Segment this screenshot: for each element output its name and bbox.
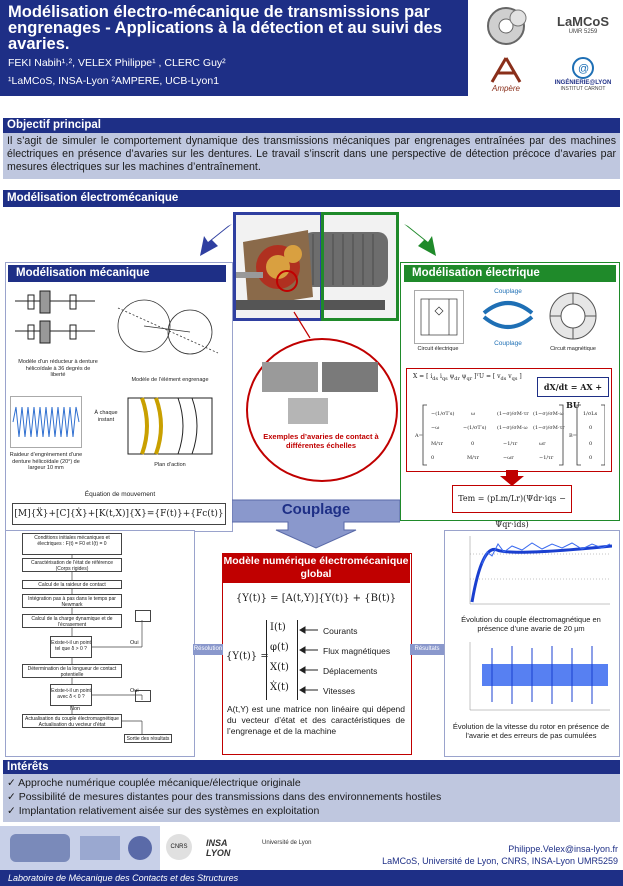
avaries-pointer xyxy=(290,310,330,340)
vitesse-caption: Évolution de la vitesse du rotor en présence de l’avarie et des erreurs de pas cumulées xyxy=(452,722,610,740)
arrow-to-mecanique xyxy=(198,222,238,258)
svg-text:0: 0 xyxy=(589,455,593,461)
flow-step-charge: Calcul de la charge dynamique et de l’écrasement xyxy=(22,614,122,628)
avarie-photo-1 xyxy=(262,362,318,392)
torque-arrow xyxy=(500,470,524,486)
circuit-magnetique xyxy=(548,290,598,342)
engrenage-sketch xyxy=(108,288,226,368)
resolution-arrow: Résolution xyxy=(193,644,223,655)
svg-text:ω: ω xyxy=(471,411,476,417)
vector-deplacements-label: Déplacements xyxy=(323,666,378,676)
vector-courants-label: Courants xyxy=(323,626,358,636)
svg-text:(1−σ)/σM·τr: (1−σ)/σM·τr xyxy=(533,425,565,431)
svg-text:(1−σ)/σM·τr: (1−σ)/σM·τr xyxy=(497,411,529,417)
svg-text:(1−σ)/σM·ω: (1−σ)/σM·ω xyxy=(497,425,528,431)
objectif-heading: Objectif principal xyxy=(3,118,620,133)
flow-step-sortie: Sortie des résultats xyxy=(124,734,172,743)
raideur-caption: Raideur d’engrènement d’une denture hélicoïdale (20°) de largeur 10 mm xyxy=(9,452,83,471)
vector-flux-label: Flux magnétiques xyxy=(323,646,391,656)
ampere-logo: Ampère xyxy=(474,52,538,96)
avarie-photo-2 xyxy=(322,362,378,392)
svg-text:−1/τr: −1/τr xyxy=(539,455,554,461)
matrix-u-vector: U = [ $v_{ds}$ $v_{qs}$ ] xyxy=(479,373,522,383)
insa-logo: INSA LYON xyxy=(206,838,231,858)
arrow-to-electrique xyxy=(398,222,438,258)
flow-decision-1: Existe-t-il un point tel que δ > 0 ? xyxy=(50,636,92,658)
svg-text:−ω: −ω xyxy=(431,425,440,431)
interet-item: ✓ Possibilité de mesures distantes pour des transmissions dans des environnements hostiles xyxy=(7,791,442,803)
equation-label: Équation de mouvement xyxy=(84,491,156,498)
interets-heading: Intérêts xyxy=(3,760,620,774)
vector-courants-sym: I(t) xyxy=(270,622,286,633)
reducteur-caption: Modèle d’un réducteur à denture hélicoïdale à 36 degrés de liberté xyxy=(18,359,98,378)
footer-lab: LaMCoS, Université de Lyon, CNRS, INSA-Lyon UMR5259 xyxy=(382,856,618,866)
flow-non: Non xyxy=(70,706,81,712)
raideur-plot xyxy=(10,396,82,448)
svg-text:−ωr: −ωr xyxy=(503,455,514,461)
chaque-instant-label: À chaque instant xyxy=(94,410,118,423)
flow-oui-2: Oui xyxy=(130,688,139,694)
couplage-arrows: Couplage Couplage xyxy=(474,288,542,348)
flow-step-reference: Caractérisation de l’état de référence (Corps rigides) xyxy=(22,558,122,572)
partner-logos xyxy=(470,0,623,100)
circuit-electrique-label: Circuit électrique xyxy=(417,346,459,352)
svg-text:ωr: ωr xyxy=(539,441,546,447)
matrix-a xyxy=(413,403,605,467)
svg-text:M/τr: M/τr xyxy=(431,441,443,447)
couplage-label: Couplage xyxy=(281,501,351,518)
circuit-electrique xyxy=(414,290,464,344)
universite-lyon-logo: Université de Lyon xyxy=(262,840,312,846)
flow-step-newmark: Intégration pas à pas dans le temps par Newmark xyxy=(22,594,122,608)
svg-text:−(1/σT′s): −(1/σT′s) xyxy=(463,425,487,431)
svg-text:0: 0 xyxy=(589,425,593,431)
flow-decision-2: Existe-t-il un point avec δ < 0 ? xyxy=(50,684,92,706)
state-vector-label: {Y(t)} = xyxy=(226,651,269,662)
lamcos-logo: LaMCoS UMR 5259 xyxy=(557,13,609,35)
couple-caption: Évolution du couple électromagnétique en présence d’une avarie de 20 µm xyxy=(461,615,601,633)
svg-text:A=: A= xyxy=(415,433,423,439)
resultats-arrow: Résultats xyxy=(410,644,444,655)
flow-oui-1: Oui xyxy=(130,640,139,646)
flow-step-actualisation: Actualisation du couple électromagnétique Actualisation du vecteur d’état xyxy=(22,714,122,728)
vector-deplacements-sym: X(t) xyxy=(270,662,289,673)
poster-title: Modélisation électro-mécanique de transmissions par engrenages - Applications à la détection et au suivi des avaries. xyxy=(8,3,443,53)
plan-action-diagram xyxy=(118,396,222,456)
poster-header xyxy=(0,0,468,96)
ingenierie-logo: @ INGÉNIERIE@LYON INSTITUT CARNOT xyxy=(548,52,618,96)
mecanique-heading: Modélisation mécanique xyxy=(8,265,226,282)
plan-action-label: Plan d’action xyxy=(154,462,186,468)
avaries-circle xyxy=(246,338,398,482)
svg-text:M/τr: M/τr xyxy=(467,455,479,461)
gear-logo xyxy=(474,4,538,48)
svg-text:−1/τr: −1/τr xyxy=(503,441,518,447)
state-matrix-box xyxy=(406,368,612,472)
electrique-frame xyxy=(321,212,399,321)
torque-equation: Tem = (pLm/Lr)(Ψdr·iqs − Ψqr·ids) xyxy=(452,485,572,513)
state-equation: dX/dt = AX + BU xyxy=(537,377,609,397)
svg-text:B=: B= xyxy=(569,433,577,439)
svg-text:0: 0 xyxy=(471,441,475,447)
interet-item: ✓ Implantation relativement aisée sur des systèmes en exploitation xyxy=(7,805,320,817)
mecanique-frame xyxy=(233,212,323,321)
matrix-x-vector: X = [ $i_{ds}$ $i_{qs}$ $\psi_{dr}$ $\psi_{qr}$ ]ᵀ xyxy=(413,373,479,383)
reducteur-diagram xyxy=(10,287,100,378)
avaries-caption: Exemples d’avaries de contact à différentes échelles xyxy=(263,432,379,450)
flow-connectors xyxy=(5,530,193,755)
electrique-heading: Modélisation électrique xyxy=(404,265,616,282)
svg-text:1/σLs: 1/σLs xyxy=(583,411,598,417)
vector-flux-sym: φ(t) xyxy=(270,642,289,653)
avarie-photo-3 xyxy=(288,398,328,424)
global-model-explanation: A(t,Y) est une matrice non linéaire qui dépend du vecteur d’état et des caractéristiques de l’engrenage et de la machine xyxy=(227,704,405,736)
interets-body xyxy=(3,774,620,822)
footer-banner: Laboratoire de Mécanique des Contacts et des Structures xyxy=(0,870,623,886)
footer-machine-image xyxy=(0,826,160,870)
svg-text:0: 0 xyxy=(589,441,593,447)
vector-arrows xyxy=(298,622,322,702)
motion-equation: [M]{Ẍ}+[C]{Ẋ}+[K(t,X)]{X}={F(t)}+{Fc(t)} xyxy=(12,503,226,525)
svg-text:0: 0 xyxy=(431,455,435,461)
modelisation-heading: Modélisation électromécanique xyxy=(3,190,620,207)
global-model-equation: {Y(t)} = [A(t,Y)]{Y(t)} + {B(t)} xyxy=(235,593,397,604)
interet-item: ✓ Approche numérique couplée mécanique/électrique originale xyxy=(7,777,301,789)
couple-plot xyxy=(452,534,612,612)
engrenage-caption: Modèle de l’élément engrenage xyxy=(131,377,209,383)
gear-highlight-circle xyxy=(276,270,298,292)
poster-authors: FEKI Nabih¹˒², VELEX Philippe¹ , CLERC Guy² xyxy=(8,57,226,69)
svg-text:(1−σ)/σM·ω: (1−σ)/σM·ω xyxy=(533,411,564,417)
circuit-magnetique-label: Circuit magnétique xyxy=(550,346,596,352)
vector-vitesses-label: Vitesses xyxy=(323,686,355,696)
svg-text:−(1/σT′s): −(1/σT′s) xyxy=(431,411,455,417)
flow-step-raideur: Calcul de la raideur de contact xyxy=(22,580,122,589)
global-model-heading: Modèle numérique électromécanique global xyxy=(222,553,410,583)
flow-step-initial: Conditions initiales mécaniques et électriques : F(t) = F0 et I(t) = 0 xyxy=(22,533,122,555)
vitesse-plot xyxy=(452,640,612,716)
vector-vitesses-sym: Ẋ(t) xyxy=(270,682,289,693)
flow-step-longueur: Détermination de la longueur de contact potentielle xyxy=(22,664,122,678)
footer-email[interactable]: Philippe.Velex@insa-lyon.fr xyxy=(508,844,618,854)
objectif-text: Il s’agit de simuler le comportement dynamique des transmissions mécaniques par engrenages entraînées par des machines électriques en présence d’avaries sur les dentures. Le travail s’inscrit dans une perspective de détection précoce d’avaries par mesures électriques sur les machines d’entraînement. xyxy=(3,133,620,179)
svg-text:@: @ xyxy=(578,63,590,75)
cnrs-logo: CNRS xyxy=(166,834,192,860)
poster-affiliations: ¹LaMCoS, INSA-Lyon ²AMPERE, UCB-Lyon1 xyxy=(8,75,220,87)
footer xyxy=(0,826,623,870)
